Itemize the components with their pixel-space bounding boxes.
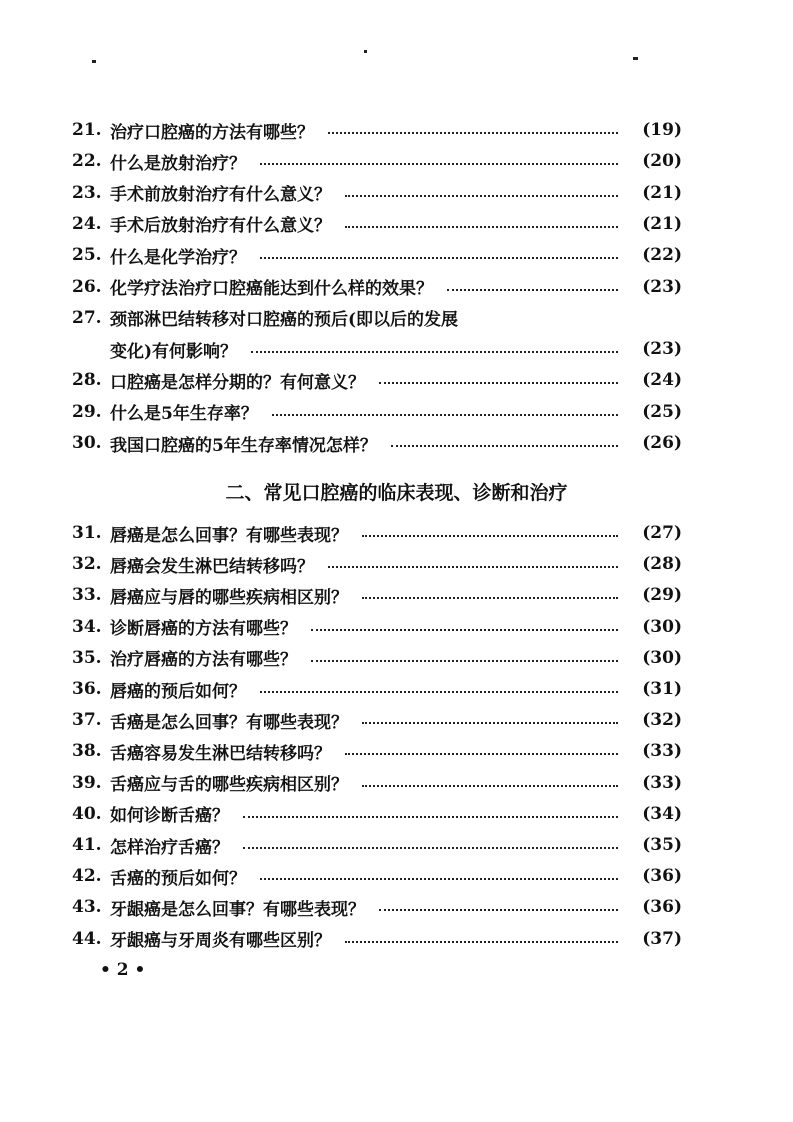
toc-entry-page: (20) [642, 151, 682, 172]
toc-entry [72, 400, 682, 424]
toc-entry-number: 22. [72, 151, 102, 172]
toc-entry [72, 833, 682, 857]
toc-entry-page: (36) [642, 866, 682, 887]
toc-entry [72, 306, 682, 330]
toc-entry [72, 431, 682, 455]
toc-entry [72, 646, 682, 670]
toc-entry-number: 21. [72, 120, 102, 140]
toc-entry-title: 变化)有何影响？ [110, 341, 238, 362]
toc-entry-title: 治疗口腔癌的方法有哪些？ [110, 122, 314, 143]
leader-dots [272, 414, 618, 416]
toc-entry-number: 30. [72, 433, 102, 453]
leader-dots [328, 566, 618, 568]
leader-dots [243, 816, 618, 818]
leader-dots [260, 257, 618, 259]
toc-entry-page: (30) [642, 647, 682, 668]
toc-entry-page: (33) [642, 772, 682, 793]
toc-entry [72, 368, 682, 392]
toc-entry-page: (25) [642, 401, 682, 422]
toc-entry-number: 31. [72, 523, 102, 543]
scan-speck [92, 60, 96, 63]
toc-entry [72, 739, 682, 763]
leader-dots [362, 535, 618, 537]
toc-entry [72, 708, 682, 732]
toc-entry-number: 41. [72, 835, 102, 855]
toc-entry [72, 275, 682, 299]
toc-entry-number: 26. [72, 276, 102, 297]
leader-dots [311, 660, 618, 662]
toc-entry-number: 24. [72, 213, 102, 234]
leader-dots [391, 445, 618, 447]
toc-entry-page: (21) [642, 213, 682, 234]
toc-entry-page: (32) [642, 710, 682, 731]
scan-speck [364, 50, 367, 53]
toc-entry-title: 诊断唇癌的方法有哪些？ [110, 619, 297, 640]
toc-entry [72, 521, 682, 545]
toc-entry-page: (34) [642, 803, 682, 824]
leader-dots [362, 785, 618, 787]
toc-entry [72, 552, 682, 576]
toc-entry-number: 38. [72, 741, 102, 762]
toc-entry-page: (27) [642, 523, 682, 543]
toc-entry [72, 677, 682, 701]
toc-entry [72, 149, 682, 173]
toc-entry-number: 28. [72, 370, 102, 391]
toc-entry-title: 什么是放射治疗？ [110, 153, 246, 174]
toc-entry-title: 手术前放射治疗有什么意义？ [110, 185, 331, 206]
toc-entry-number: 36. [72, 679, 102, 699]
toc-entry [72, 864, 682, 888]
leader-dots [328, 132, 618, 134]
toc-entry-title: 牙龈癌是怎么回事？有哪些表现？ [110, 899, 365, 920]
leader-dots [260, 878, 618, 880]
toc-entry [72, 615, 682, 639]
toc-entry-page: (29) [642, 585, 682, 606]
toc-entry-title: 我国口腔癌的5年生存率情况怎样？ [110, 435, 377, 456]
toc-entry-title: 什么是5年生存率？ [110, 404, 258, 425]
toc-entry-page: (33) [642, 741, 682, 762]
toc-entry-title: 如何诊断舌癌？ [110, 806, 229, 827]
leader-dots [260, 691, 618, 693]
toc-entry-page: (26) [642, 433, 682, 453]
toc-entry [72, 895, 682, 919]
toc-entry-page: (23) [642, 339, 682, 360]
toc-entry [72, 927, 682, 951]
toc-entry [72, 181, 682, 205]
toc-entry [72, 583, 682, 607]
leader-dots [243, 847, 618, 849]
toc-entry-number: 32. [72, 554, 102, 575]
leader-dots [345, 941, 618, 943]
toc-entry-number: 40. [72, 803, 102, 824]
toc-entry-title: 化学疗法治疗口腔癌能达到什么样的效果？ [110, 279, 433, 299]
toc-entry-title: 舌癌是怎么回事？有哪些表现？ [110, 712, 348, 733]
toc-entry-title: 口腔癌是怎样分期的？有何意义？ [110, 372, 365, 393]
toc-entry-page: (37) [642, 928, 682, 949]
toc-entry [72, 802, 682, 826]
toc-entry-number: 27. [72, 307, 102, 328]
toc-entry-number: 33. [72, 585, 102, 606]
leader-dots [260, 163, 618, 165]
toc-entry-page: (23) [642, 276, 682, 297]
toc-entry-number: 37. [72, 710, 102, 731]
toc-entry-number: 34. [72, 616, 102, 637]
toc-entry-page: (28) [642, 554, 682, 575]
toc-entry-title: 怎样治疗舌癌？ [110, 837, 229, 858]
leader-dots [251, 351, 618, 353]
leader-dots [345, 195, 618, 197]
toc-entry-title: 什么是化学治疗？ [110, 247, 246, 268]
toc-entry [72, 212, 682, 236]
toc-entry-title: 手术后放射治疗有什么意义？ [110, 216, 331, 237]
toc-entry-number: 43. [72, 897, 102, 918]
leader-dots [447, 289, 618, 291]
toc-entry-title: 颈部淋巴结转移对口腔癌的预后(即以后的发展 [110, 310, 459, 331]
toc-entry-page: (31) [642, 679, 682, 699]
toc-entry [72, 243, 682, 267]
toc-entry-number: 42. [72, 866, 102, 887]
toc-entry-title: 唇癌应与唇的哪些疾病相区别？ [110, 587, 348, 608]
toc-entry-title: 唇癌会发生淋巴结转移吗？ [110, 556, 314, 577]
toc-entry-number: 39. [72, 772, 102, 793]
leader-dots [311, 629, 618, 631]
toc-entry-page: (36) [642, 897, 682, 918]
toc-entry-title: 舌癌应与舌的哪些疾病相区别？ [110, 775, 348, 796]
toc-entry-number: 23. [72, 182, 102, 203]
toc-entry [72, 771, 682, 795]
scan-speck [633, 57, 638, 60]
toc-entry-number: 44. [72, 928, 102, 949]
page-number: • 2 • [100, 960, 146, 980]
toc-entry-page: (35) [642, 835, 682, 855]
toc-entry-page: (19) [642, 120, 682, 140]
leader-dots [345, 226, 618, 228]
section-heading: 二、常见口腔癌的临床表现、诊断和治疗 [225, 482, 568, 504]
toc-entry-page: (24) [642, 370, 682, 391]
toc-entry-title: 唇癌是怎么回事？有哪些表现？ [110, 525, 348, 546]
toc-entry-title: 舌癌的预后如何？ [110, 868, 246, 889]
leader-dots [379, 909, 618, 911]
leader-dots [362, 722, 618, 724]
leader-dots [345, 753, 618, 755]
toc-entry-page: (21) [642, 182, 682, 203]
toc-entry [72, 337, 682, 361]
toc-entry-page: (22) [642, 245, 682, 266]
toc-entry [72, 118, 682, 142]
toc-entry-title: 舌癌容易发生淋巴结转移吗？ [110, 743, 331, 764]
leader-dots [362, 597, 618, 599]
toc-entry-title: 治疗唇癌的方法有哪些？ [110, 650, 297, 671]
toc-entry-title: 唇癌的预后如何？ [110, 681, 246, 702]
toc-entry-page: (30) [642, 616, 682, 637]
leader-dots [379, 382, 618, 384]
toc-entry-number: 35. [72, 647, 102, 668]
toc-entry-title: 牙龈癌与牙周炎有哪些区别？ [110, 931, 331, 952]
toc-entry-number: 29. [72, 401, 102, 422]
toc-entry-number: 25. [72, 245, 102, 266]
